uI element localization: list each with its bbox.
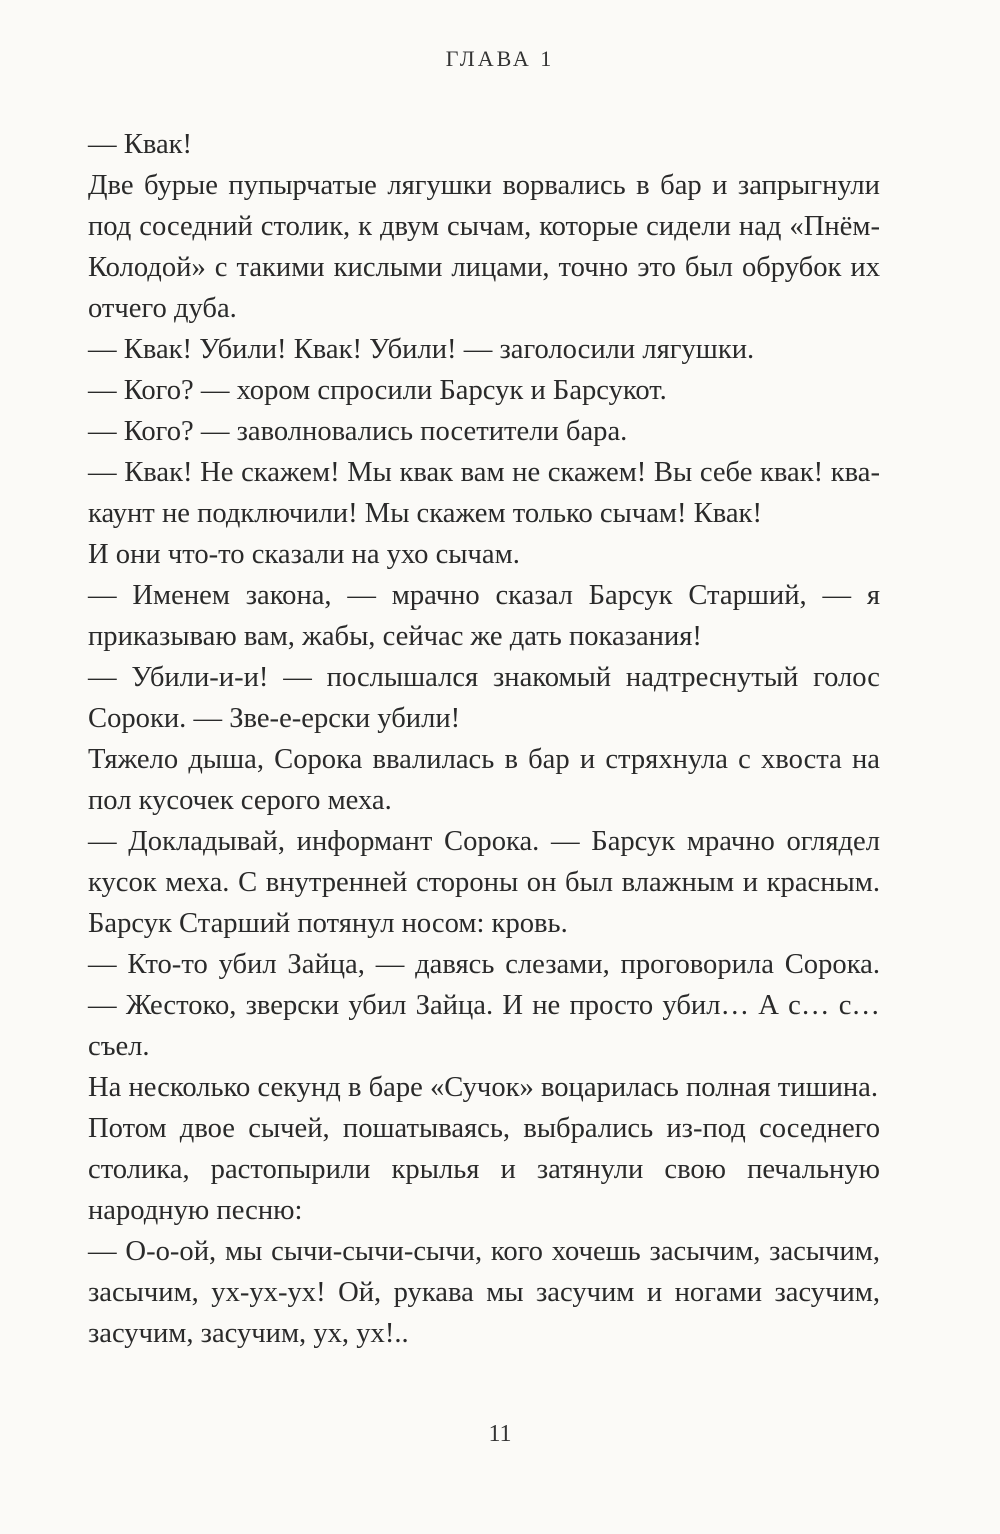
- paragraph: Две бурые пупырчатые лягушки ворвались в бар и запрыгнули под соседний столик, к двум сычам, которые сидели над «Пнём-Колодой» с такими кислыми лицами, точно это был обрубок их отчего дуба.: [88, 170, 880, 324]
- paragraph: — Убили-и-и! — послышался знакомый надтреснутый голос Сороки. — Зве-е-ерски убили!: [88, 662, 880, 734]
- paragraph: Потом двое сычей, пошатываясь, выбрались из-под соседнего столика, растопырили крылья и затянули свою печальную народную песню:: [88, 1113, 880, 1226]
- paragraph: — Квак!: [88, 129, 193, 160]
- paragraph: И они что-то сказали на ухо сычам.: [88, 539, 520, 570]
- paragraph: — Кто-то убил Зайца, — давясь слезами, проговорила Сорока. — Жестоко, зверски убил Зайца. И не просто убил… А с… с… съел.: [88, 949, 880, 1062]
- running-head: ГЛАВА 1: [445, 46, 555, 71]
- body-text: [88, 124, 880, 1354]
- paragraph: — Именем закона, — мрачно сказал Барсук Старший, — я приказываю вам, жабы, сейчас же дать показания!: [88, 580, 880, 652]
- paragraph: — Кого? — заволновались посетители бара.: [88, 416, 628, 447]
- page-number: 11: [488, 1421, 512, 1447]
- paragraph: На несколько секунд в баре «Сучок» воцарилась полная тишина.: [88, 1072, 879, 1103]
- paragraph: — О-о-ой, мы сычи-сычи-сычи, кого хочешь засычим, засычим, засычим, ух-ух-ух! Ой, рукава мы засучим и ногами засучим, засучим, засучим, ух, ух!..: [88, 1236, 880, 1349]
- paragraph: — Квак! Не скажем! Мы квак вам не скажем! Вы себе квак! ква-каунт не подключили! Мы скажем только сычам! Квак!: [88, 457, 880, 529]
- paragraph: — Квак! Убили! Квак! Убили! — заголосили лягушки.: [88, 334, 755, 365]
- paragraph: — Докладывай, информант Сорока. — Барсук мрачно оглядел кусок меха. С внутренней стороны он был влажным и красным. Барсук Старший потянул носом: кровь.: [88, 826, 880, 939]
- paragraph: Тяжело дыша, Сорока ввалилась в бар и стряхнула с хвоста на пол кусочек серого меха.: [88, 744, 880, 816]
- paragraph: — Кого? — хором спросили Барсук и Барсукот.: [88, 375, 667, 406]
